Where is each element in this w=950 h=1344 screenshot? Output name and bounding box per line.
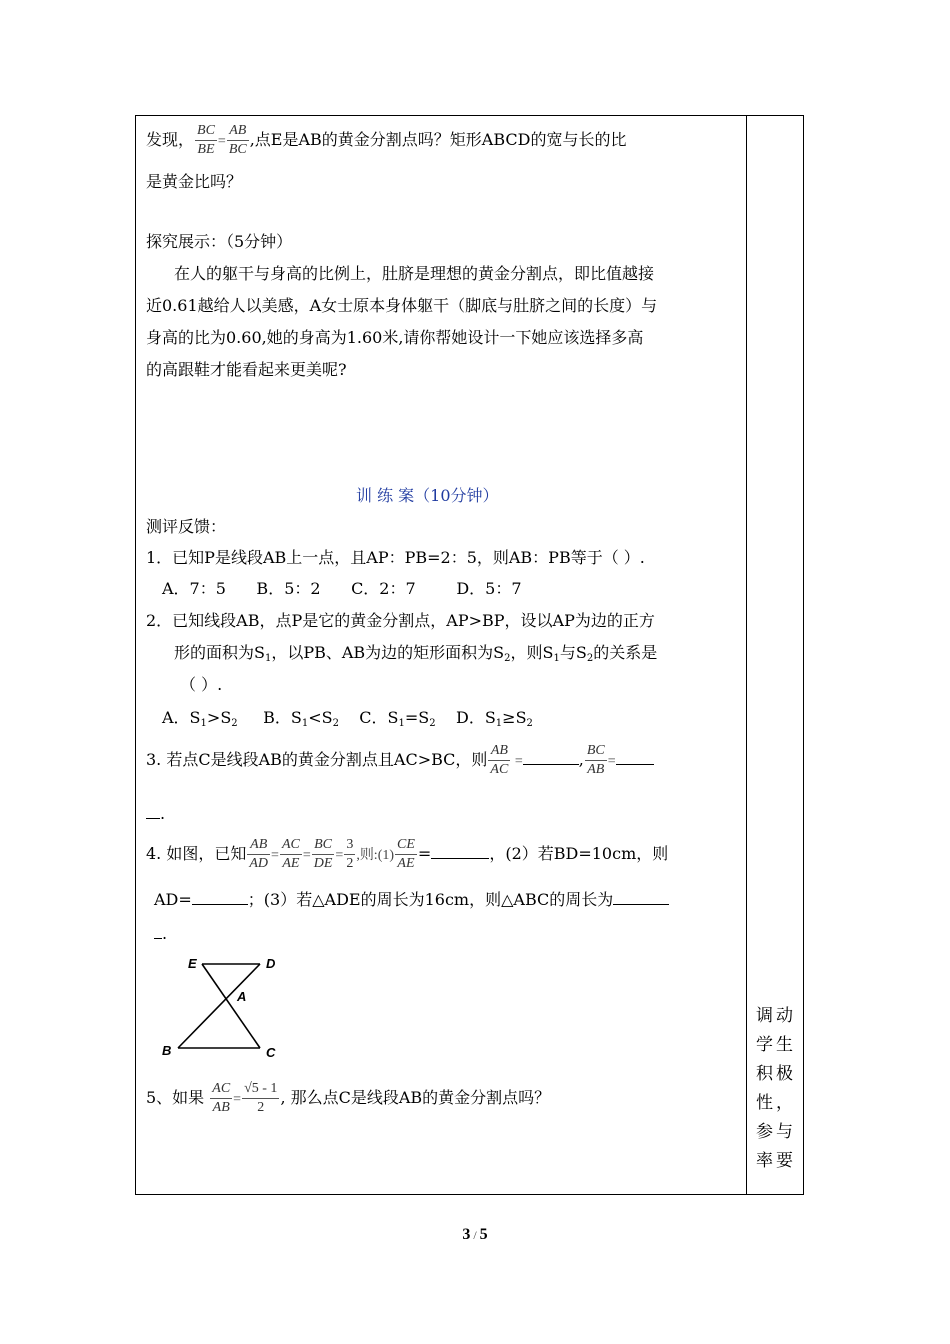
- fraction-ab-bc: $\frac{AB}{BC}$: [228, 123, 247, 157]
- explore-line-2: 近0.61越给人以美感，A女士原本身体躯干（脚底与肚脐之间的长度）与: [146, 296, 658, 315]
- label-d: D: [266, 956, 276, 971]
- fraction-ab-ac: $\frac{AB}{AC}$: [490, 743, 509, 777]
- question-2-line-1: 2．已知线段AB，点P是它的黄金分割点，AP>BP，设以AP为边的正方: [146, 611, 655, 630]
- question-3: 3. 若点C是线段AB的黄金分割点且AC>BC，则 $\frac{AB}{AC}$ = , $\frac{BC}{AB}$ =: [146, 742, 654, 779]
- answer-blank[interactable]: [613, 886, 669, 905]
- page-footer: 3 / 5: [462, 1226, 488, 1243]
- training-title: 训 练 案（10分钟）: [356, 486, 499, 505]
- question-1-options: A．7：5 B．5：2 C．2：7 D．5：7: [162, 579, 522, 598]
- answer-blank[interactable]: [616, 746, 654, 765]
- fraction-ac-ae: $\frac{AC}{AE}$: [281, 837, 300, 871]
- explore-line-1: 在人的躯干与身高的比例上，肚脐是理想的黄金分割点，即比值越接: [174, 264, 655, 283]
- feedback-heading: 测评反馈：: [146, 517, 227, 536]
- triangle-figure: [160, 953, 290, 1063]
- intro-line-1: 发现， $\frac{BC}{BE}$ = $\frac{AB}{BC}$ ,点E是AB的黄金分割点吗？矩形ABCD的宽与长的比: [146, 123, 627, 157]
- question-2-line-2: 形的面积为$S_1$，以PB、AB为边的矩形面积为$S_2$，则$S_1$与$S_2$的关系是: [174, 643, 658, 664]
- question-5: 5、如果 $\frac{AC}{AB}$ = $\frac{√5 - 1}{2}$ , 那么点C是线段AB的黄金分割点吗？: [146, 1081, 551, 1115]
- segment-ec: [202, 964, 260, 1048]
- figure-lines: [178, 964, 260, 1048]
- fraction-ab-ad: $\frac{AB}{AD}$: [249, 837, 269, 871]
- question-4-line-2: AD= ；(3）若△ADE的周长为16cm，则△ABC的周长为: [154, 884, 669, 916]
- label-e: E: [188, 956, 197, 971]
- column-divider: [746, 115, 747, 1195]
- page-total: 5: [479, 1226, 488, 1243]
- explore-heading: 探究展示：（5分钟）: [146, 232, 293, 251]
- answer-blank[interactable]: [431, 840, 489, 859]
- question-2-options: A．$S_1>S_2$ B．$S_1<S_2$ C．$S_1=S_2$ D．$S_1\ge S_2$: [162, 708, 533, 729]
- label-c: C: [266, 1045, 276, 1060]
- label-a: A: [237, 989, 247, 1004]
- question-1-stem: 1．已知P是线段AB上一点，且AP：PB=2：5，则AB：PB等于（ ）.: [146, 548, 645, 567]
- side-note: 调动 学生 积极 性， 参与 率要: [756, 1006, 796, 1171]
- question-2-line-3: （ ）.: [180, 675, 223, 694]
- answer-blank[interactable]: [192, 886, 248, 905]
- answer-blank[interactable]: [523, 746, 579, 765]
- fraction-bc-de: $\frac{BC}{DE}$: [313, 837, 333, 871]
- question-3-end: .: [146, 798, 165, 830]
- fraction-ce-ae: $\frac{CE}{AE}$: [397, 837, 415, 871]
- label-b: B: [162, 1043, 172, 1058]
- question-4-end: .: [154, 918, 167, 950]
- fraction-ac-ab: $\frac{AC}{AB}$: [212, 1081, 231, 1115]
- question-4-line-1: 4. 如图，已知 $\frac{AB}{AD}$ = $\frac{AC}{AE}$ = $\frac{BC}{DE}$ = $\frac{3}{2}$ ,则:(1) $\frac{CE}{AE}$ = ，(2）若BD=10cm，则: [146, 837, 669, 871]
- answer-blank[interactable]: [146, 800, 160, 819]
- fraction-3-2: $\frac{3}{2}$: [346, 837, 354, 871]
- fraction-bc-be: $\frac{BC}{BE}$: [197, 123, 215, 157]
- page-number: 3: [462, 1226, 471, 1243]
- explore-line-3: 身高的比为0.60,她的身高为1.60米,请你帮她设计一下她应该选择多高: [146, 328, 644, 347]
- fraction-golden-ratio: $\frac{√5 - 1}{2}$: [244, 1081, 278, 1115]
- intro-line-2: 是黄金比吗？: [146, 172, 243, 191]
- fraction-bc-ab: $\frac{BC}{AB}$: [586, 743, 605, 777]
- explore-line-4: 的高跟鞋才能看起来更美呢?: [146, 360, 347, 379]
- answer-blank[interactable]: [154, 920, 162, 939]
- segment-db: [178, 964, 260, 1048]
